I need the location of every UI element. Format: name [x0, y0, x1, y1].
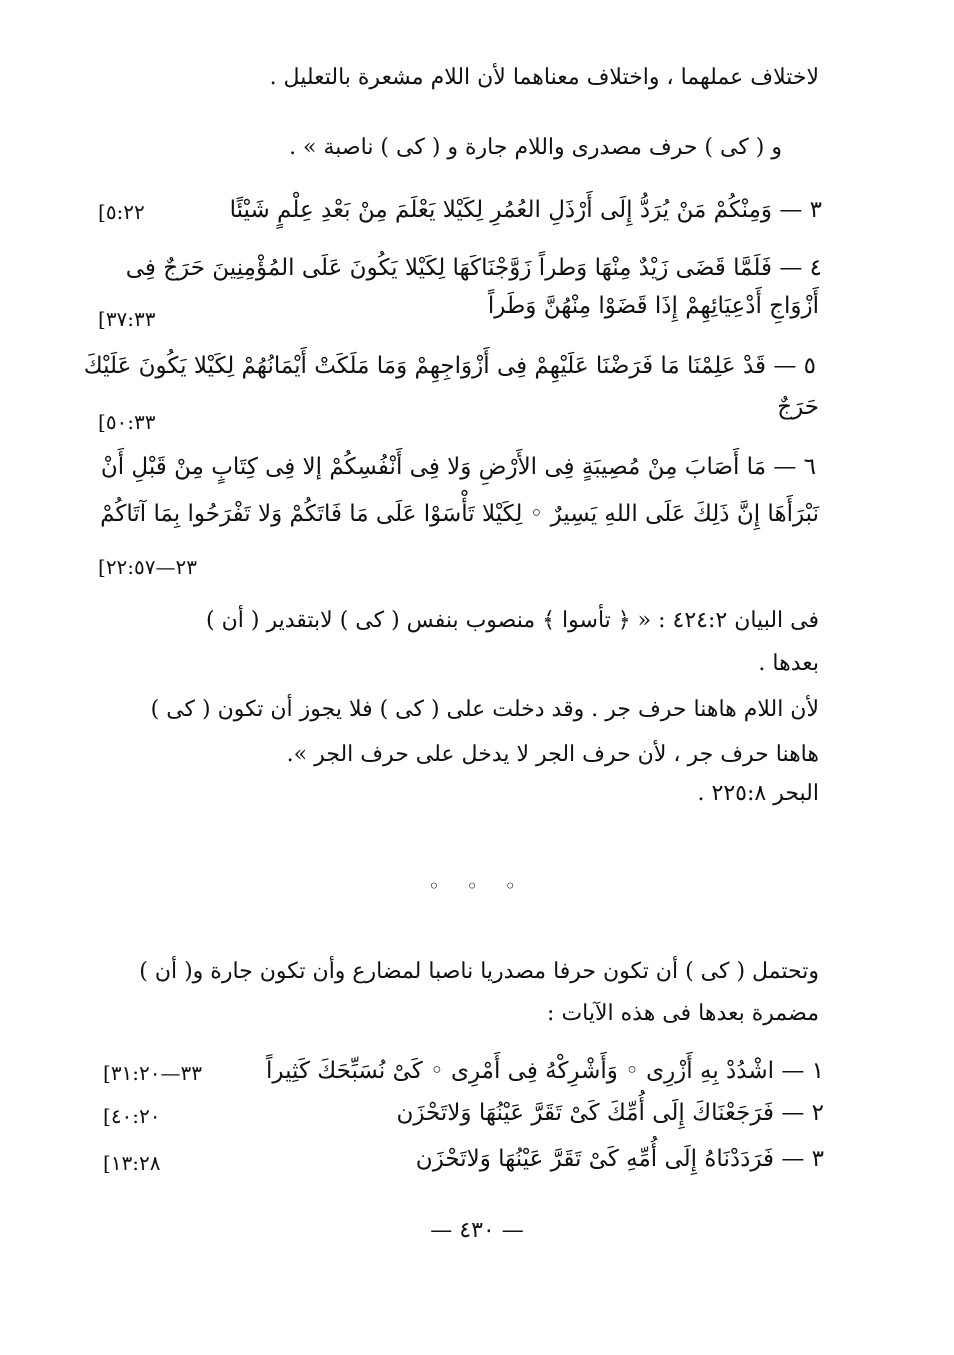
text-line: و ( كى ) حرف مصدرى واللام جارة و ( كى ) ناصبة » .: [289, 135, 782, 160]
page-number: — ٤٣٠ —: [430, 1218, 524, 1243]
verse-line: أَزْوَاجِ أَدْعِيَائِهِمْ إِذَا قَضَوْا مِنْهُنَّ وَطَراً: [487, 293, 819, 319]
verse-reference: [٣٣—٣١:٢٠: [103, 1061, 203, 1085]
text-line: هاهنا حرف جر ، لأن حرف الجر لا يدخل على حرف الجر ».: [286, 742, 819, 767]
text-line: فى البيان ٤٢٤:٢ : « ﴿ تأسوا ﴾ منصوب بنفس ( كى ) لابتقدير ( أن ): [206, 608, 819, 633]
verse-reference: [٥:٢٢: [98, 200, 145, 224]
text-line: وتحتمل ( كى ) أن تكون حرفا مصدريا ناصبا لمضارع وأن تكون جارة و( أن ): [139, 959, 819, 984]
verse-line: ٥ — قَدْ عَلِمْنَا مَا فَرَضْنَا عَلَيْهِمْ فِى أَزْوَاجِهِمْ وَمَا مَلَكَتْ أَيْمَانُهُمْ لِكَيْلا يَكُونَ عَلَيْكَ: [83, 353, 816, 379]
source-citation: البحر ٢٢٥:٨ .: [697, 781, 819, 806]
section-separator: ◦ ◦ ◦: [427, 874, 527, 898]
verse-line: ٣ — فَرَدَدْنَاهُ إِلَى أُمِّهِ كَىْ تَقَرَّ عَيْنُهَا وَلاتَحْزَن: [415, 1146, 824, 1172]
verse-line: نَبْرَأَهَا إِنَّ ذَلِكَ عَلَى اللهِ يَسِيرٌ ◦ لِكَيْلا تَأْسَوْا عَلَى مَا فَاتَكُمْ وَلا تَفْرَحُوا بِمَا آتَاكُمْ: [100, 501, 819, 527]
verse-line: ٢ — فَرَجَعْنَاكَ إِلَى أُمِّكَ كَىْ تَقَرَّ عَيْنُهَا وَلاتَحْزَن: [396, 1100, 824, 1126]
verse-reference: [٢٣—٢٢:٥٧: [98, 555, 198, 579]
verse-line: ٦ — مَا أَصَابَ مِنْ مُصِيبَةٍ فِى الأَرْضِ وَلا فِى أَنْفُسِكُمْ إلا فِى كِتَابٍ مِنْ قَبْلِ أَنْ: [100, 454, 816, 480]
verse-reference: [٣٧:٣٣: [98, 307, 156, 331]
verse-line: ١ — اشْدُدْ بِهِ أَزْرِى ◦ وَأَشْرِكْهُ فِى أَمْرِى ◦ كَىْ نُسَبِّحَكَ كَثِيراً: [266, 1058, 824, 1084]
verse-line: ٤ — فَلَمَّا قَضَى زَيْدٌ مِنْهَا وَطراً زَوَّجْنَاكَهَا لِكَيْلا يَكُونَ عَلَى المُؤْمِنِينَ حَرَجٌ فِى: [125, 255, 822, 281]
verse-line: حَرَجٌ: [777, 394, 819, 420]
verse-line: ٣ — وَمِنْكُمْ مَنْ يُرَدُّ إِلَى أَرْذَلِ العُمُرِ لِكَيْلا يَعْلَمَ مِنْ بَعْدِ عِلْمٍ شَيْئًا: [229, 197, 822, 223]
text-line: لاختلاف عملهما ، واختلاف معناهما لأن اللام مشعرة بالتعليل .: [269, 65, 819, 90]
text-line: مضمرة بعدها فى هذه الآيات :: [547, 1001, 819, 1026]
verse-reference: [٥٠:٣٣: [98, 410, 156, 434]
text-line: بعدها .: [758, 651, 819, 676]
verse-reference: [٤٠:٢٠: [103, 1104, 161, 1128]
text-line: لأن اللام هاهنا حرف جر . وقد دخلت على ( كى ) فلا يجوز أن تكون ( كى ): [150, 697, 819, 722]
verse-reference: [١٣:٢٨: [103, 1151, 161, 1175]
